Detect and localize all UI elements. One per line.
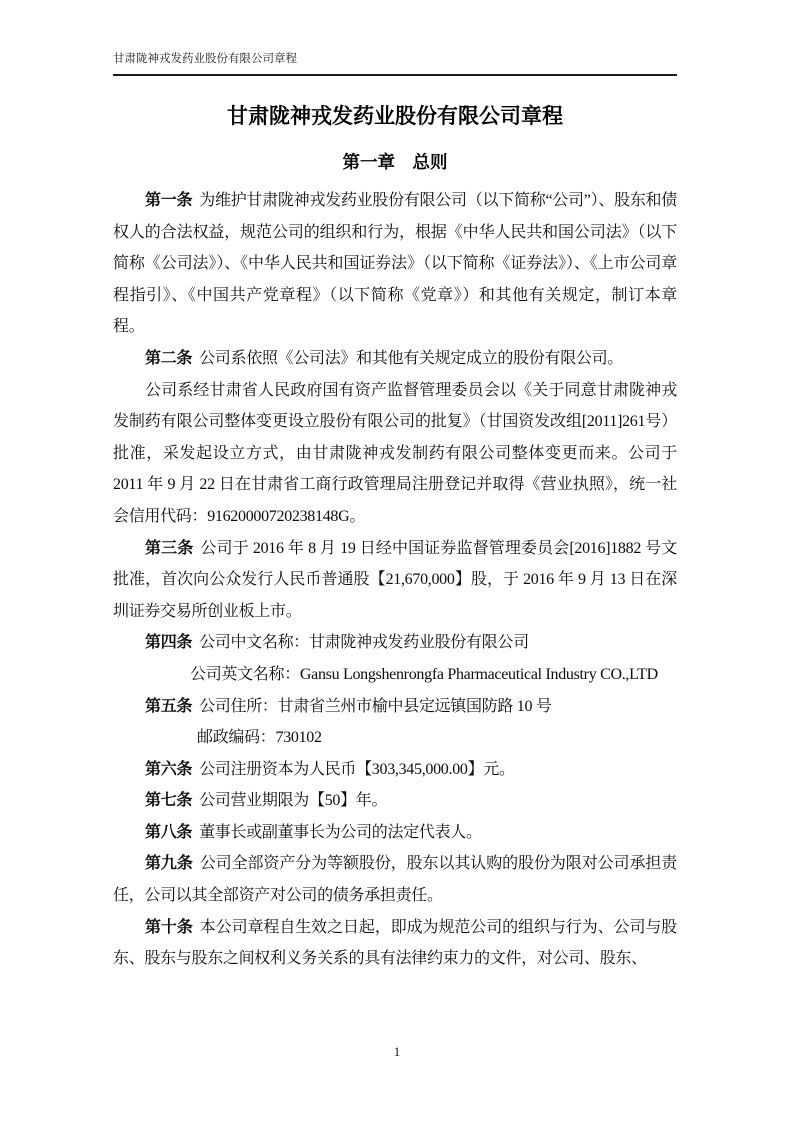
chapter-heading: 第一章 总则 — [342, 152, 448, 172]
article-paragraph — [113, 343, 677, 375]
article-label: 第九条 — [145, 855, 193, 873]
article-paragraph — [113, 785, 677, 817]
article-text: 公司系依照《公司法》和其他有关规定成立的股份有限公司。 — [199, 349, 624, 367]
article-label: 第五条 — [145, 697, 193, 715]
article-text: 公司营业期限为【50】年。 — [199, 792, 388, 810]
article-paragraph — [113, 533, 677, 628]
article-paragraph — [113, 817, 677, 849]
article-text: 本公司章程自生效之日起，即成为规范公司的组织与行为、公司与股东、股东与股东之间权利义务关系的具有法律约束力的文件，对公司、股东、 — [113, 918, 677, 968]
article-text: 为维护甘肃陇神戎发药业股份有限公司（以下简称“公司”）、股东和债权人的合法权益，规范公司的组织和行为，根据《中华人民共和国公司法》（以下简称《公司法》）、《中华人民共和国证券法》（以下简称《证券法》）、《上市公司章程指引》、《中国共产党章程》（以下简称《党章》）和其他有关规定，制订本章程。 — [113, 192, 677, 336]
article-paragraph — [113, 185, 677, 343]
body-paragraph: 公司英文名称：Gansu Longshenrongfa Pharmaceutical Industry CO.,LTD — [190, 665, 658, 683]
article-label: 第七条 — [145, 792, 193, 810]
article-text: 公司中文名称：甘肃陇神戎发药业股份有限公司 — [199, 634, 529, 652]
article-paragraph — [113, 912, 677, 975]
article-paragraph — [113, 691, 677, 723]
article-label: 第八条 — [145, 823, 193, 841]
page-number: 1 — [393, 1045, 401, 1059]
article-paragraph — [113, 754, 677, 786]
article-text: 公司于 2016 年 8 月 19 日经中国证券监督管理委员会[2016]1882 号文批准，首次向公众发行人民币普通股【21,670,000】股，于 2016 年 9 月 13 日在深圳证券交易所创业板上市。 — [113, 539, 677, 620]
document-title: 甘肃陇神戎发药业股份有限公司章程 — [227, 104, 563, 128]
document-body — [113, 185, 677, 975]
article-text: 公司注册资本为人民币【303,345,000.00】元。 — [199, 760, 515, 778]
article-paragraph — [113, 848, 677, 911]
article-label: 第六条 — [145, 760, 193, 778]
article-label: 第一条 — [145, 192, 193, 209]
article-label: 第十条 — [145, 918, 193, 936]
running-header — [113, 52, 677, 76]
running-header-text: 甘肃陇神戎发药业股份有限公司章程 — [113, 53, 297, 65]
body-paragraph: 公司系经甘肃省人民政府国有资产监督管理委员会以《关于同意甘肃陇神戎发制药有限公司整体变更设立股份有限公司的批复》（甘国资发改组[2011]261号）批准，采发起设立方式，由甘肃陇神戎发制药有限公司整体变更而来。公司于 2011 年 9 月 22 日在甘肃省工商行政管理局注册登记并取得《营业执照》，统一社会信用代码：91620000720238148G。 — [113, 381, 677, 525]
article-text: 公司全部资产分为等额股份，股东以其认购的股份为限对公司承担责任，公司以其全部资产对公司的债务承担责任。 — [113, 855, 677, 905]
article-text: 董事长或副董事长为公司的法定代表人。 — [199, 823, 482, 841]
article-label: 第二条 — [145, 349, 193, 367]
body-paragraph: 邮政编码：730102 — [197, 729, 322, 747]
article-paragraph — [113, 627, 677, 659]
article-label: 第三条 — [145, 539, 194, 557]
article-label: 第四条 — [145, 634, 193, 652]
article-text: 公司住所：甘肃省兰州市榆中县定远镇国防路 10 号 — [199, 697, 552, 715]
